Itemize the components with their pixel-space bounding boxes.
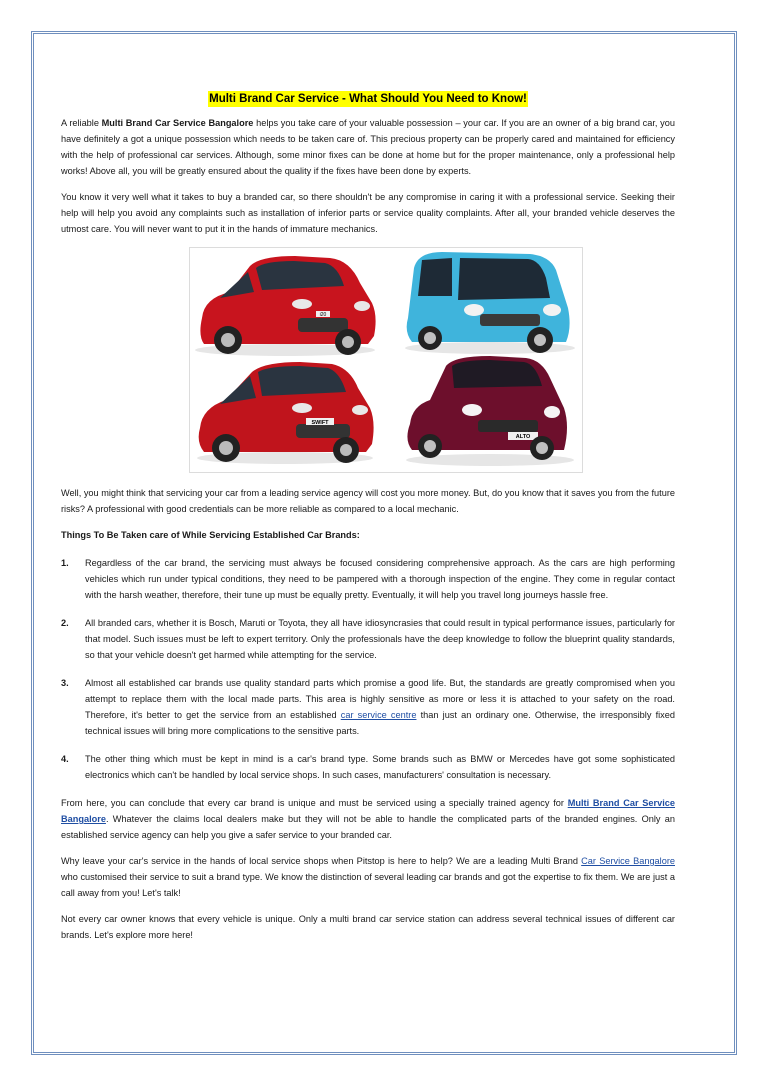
intro-paragraph	[61, 115, 675, 179]
list-item	[61, 751, 675, 783]
plate-4-text: ALTO	[515, 434, 531, 440]
list-number: 3.	[61, 678, 69, 688]
list-item-text: All branded cars, whether it is Bosch, Maruti or Toyota, they all have idiosyncrasies that could result in typical performance issues, particularly for that model. Such issues must be left to expert territory. Only the professionals have the deep knowledge to follow the blueprint quality standards, so that your vehicle doesn't get harmed while attempting for the service.	[85, 618, 675, 660]
list-item	[61, 615, 675, 663]
red-swift-car	[197, 362, 374, 464]
things-list	[61, 555, 675, 783]
title-wrap	[61, 91, 675, 107]
plate-3-text: SWIFT	[311, 420, 329, 426]
list-item-text: Regardless of the car brand, the servicing must always be focused considering comprehensive approach. As the cars are high performing vehicles which run under typical conditions, they need to be pampered with a thorough inspection of the engine. They come in regular contact with the harsh weather, therefore, their tune up must be equally pretty. Eventually, it will help you travel long journeys hassle free.	[85, 558, 675, 600]
red-hatchback-car	[195, 256, 376, 356]
intro-pre: A reliable	[61, 118, 102, 128]
paragraph-4	[61, 795, 675, 843]
cars-illustration	[190, 248, 584, 474]
maroon-alto-car	[406, 356, 574, 466]
list-item	[61, 675, 675, 739]
multi-brand-service-link[interactable]: Multi Brand Car Service Bangalore	[61, 798, 675, 824]
list-number: 2.	[61, 618, 69, 628]
list-item-text-post: than just an ordinary one. Otherwise, the irresponsibly fixed technical issues will bring more complications to the sensitive parts.	[85, 710, 675, 736]
plate-1-text: i20	[319, 312, 327, 318]
document-content	[61, 87, 675, 953]
list-item	[61, 555, 675, 603]
section-heading: Things To Be Taken care of While Servicing Established Car Brands:	[61, 530, 360, 540]
para4-post: . Whatever the claims local dealers make but they will not be able to handle the complicated parts of the branded engines. Only an established service agency can help you give a safer service to your branded car.	[61, 814, 675, 840]
paragraph-6: Not every car owner knows that every vehicle is unique. Only a multi brand car service station can address several technical issues of different car brands. Let's explore more here!	[61, 914, 675, 940]
intro-post: helps you take care of your valuable possession – your car. If you are an owner of a big brand car, you have definitely a got a unique possession which needs to be taken care of. This precious property can be properly cared and maintained for efficiency with the help of professional car services. Although, some minor fixes can be done at home but for the proper maintenance, only a professional help works! Above all, you will be greatly ensured about the quality if the fixes have been done by experts.	[61, 118, 675, 176]
cars-image	[189, 247, 583, 473]
list-item-text: The other thing which must be kept in mind is a car's brand type. Some brands such as BMW or Mercedes have got some sophisticated electronics which can't be handled by local service shops. In such cases, manufacturers' consultation is necessary.	[85, 754, 675, 780]
paragraph-3: Well, you might think that servicing your car from a leading service agency will cost you more money. But, do you know that it saves you from the future risks? A professional with good credentials can be more reliable as compared to a local mechanic.	[61, 488, 675, 514]
list-number: 4.	[61, 754, 69, 764]
para4-pre: From here, you can conclude that every car brand is unique and must be serviced using a specially trained agency for	[61, 798, 568, 808]
intro-bold: Multi Brand Car Service Bangalore	[101, 118, 254, 128]
car-service-bangalore-link[interactable]: Car Service Bangalore	[581, 856, 675, 866]
paragraph-2: You know it very well what it takes to buy a branded car, so there shouldn't be any compromise in caring it with a professional service. Seeking their help will help you avoid any complaints such as installation of inferior parts or service quality complaints. After all, your branded vehicle deserves the utmost care. You will never want to put it in the hands of immature mechanics.	[61, 192, 675, 234]
para5-post: who customised their service to suit a brand type. We know the distinction of several leading car brands and got the expertise to fix them. We are just a call away from you! Let's talk!	[61, 872, 675, 898]
blue-wagon-car	[405, 252, 575, 354]
paragraph-5	[61, 853, 675, 901]
page-title: Multi Brand Car Service - What Should You Need to Know!	[209, 93, 527, 105]
car-service-centre-link[interactable]: car service centre	[340, 710, 417, 720]
list-number: 1.	[61, 558, 69, 568]
para5-pre: Why leave your car's service in the hands of local service shops when Pitstop is here to help? We are a leading Multi Brand	[61, 856, 582, 866]
list-item-text-pre: Almost all established car brands use quality standard parts which promise a good life. But, the standards are greatly compromised when you attempt to replace them with the local made parts. This area is highly sensitive as more or less it is attached to your safety on the road. Therefore, it's better to get the service from an established	[85, 678, 675, 720]
